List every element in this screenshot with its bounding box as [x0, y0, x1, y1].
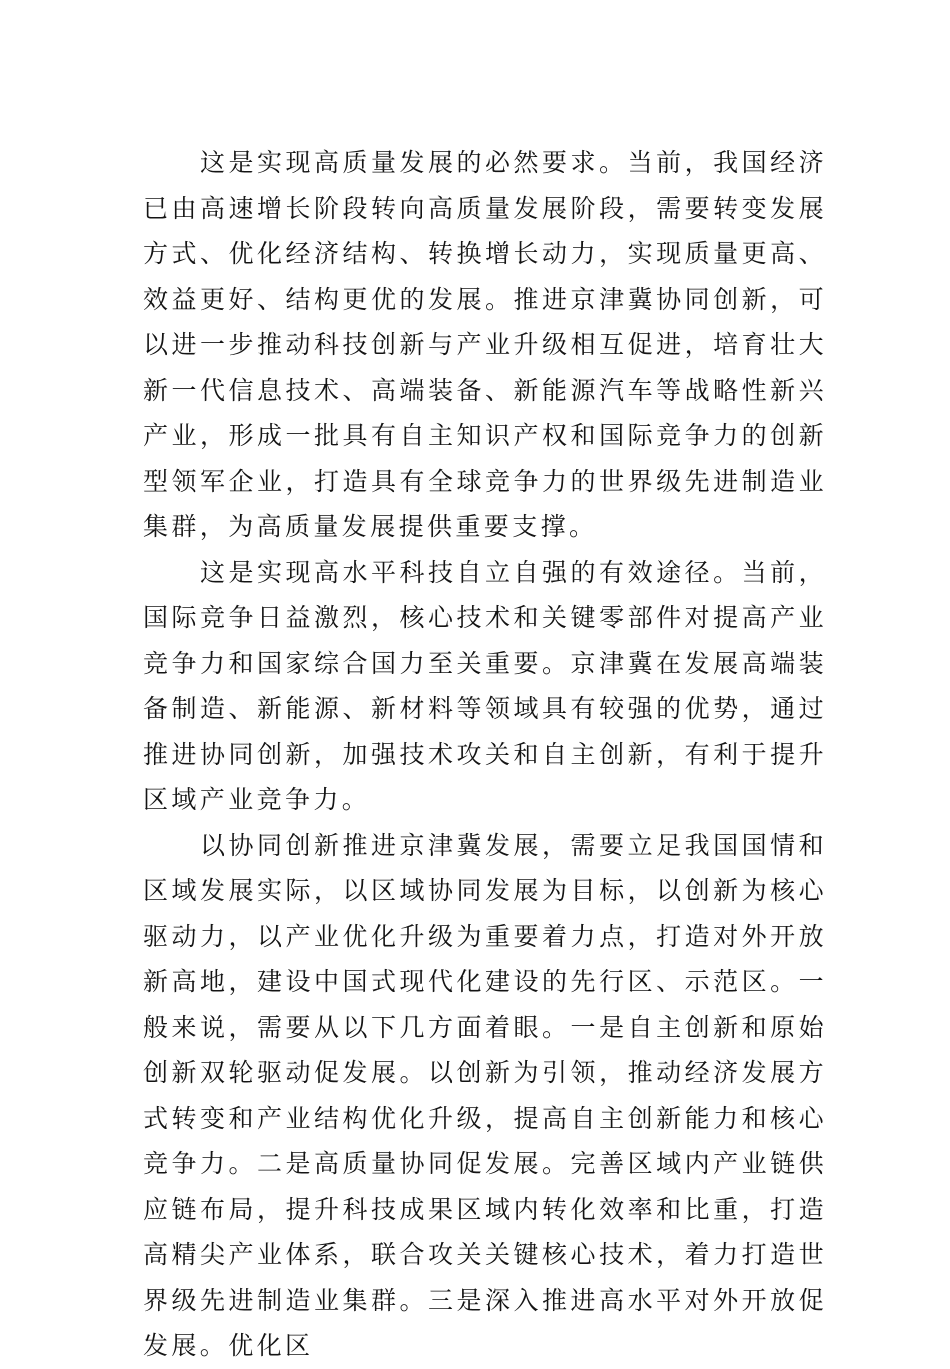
paragraph-high-quality-development: 这是实现高质量发展的必然要求。当前，我国经济已由高速增长阶段转向高质量发展阶段，需要转变发展方式、优化经济结构、转换增长动力，实现质量更高、效益更好、结构更优的发展。推进京津冀协同创新，可以进一步推动科技创新与产业升级相互促进，培育壮大新一代信息技术、高端装备、新能源汽车等战略性新兴产业，形成一批具有自主知识产权和国际竞争力的创新型领军企业，打造具有全球竞争力的世界级先进制造业集群，为高质量发展提供重要支撑。: [143, 148, 827, 541]
paragraph-tech-self-reliance: 这是实现高水平科技自立自强的有效途径。当前，国际竞争日益激烈，核心技术和关键零部件对提高产业竞争力和国家综合国力至关重要。京津冀在发展高端装备制造、新能源、新材料等领域具有较强的优势，通过推进协同创新，加强技术攻关和自主创新，有利于提升区域产业竞争力。: [143, 557, 827, 814]
paragraph-coordinated-innovation: 以协同创新推进京津冀发展，需要立足我国国情和区域发展实际，以区域协同发展为目标，以创新为核心驱动力，以产业优化升级为重要着力点，打造对外开放新高地，建设中国式现代化建设的先行区、示范区。一般来说，需要从以下几方面着眼。一是自主创新和原始创新双轮驱动促发展。以创新为引领，推动经济发展方式转变和产业结构优化升级，提高自主创新能力和核心竞争力。二是高质量协同促发展。完善区域内产业链供应链布局，提升科技成果区域内转化效率和比重，打造高精尖产业体系，联合攻关关键核心技术，着力打造世界级先进制造业集群。三是深入推进高水平对外开放促发展。优化区: [143, 830, 827, 1360]
document-body: [143, 140, 827, 1369]
